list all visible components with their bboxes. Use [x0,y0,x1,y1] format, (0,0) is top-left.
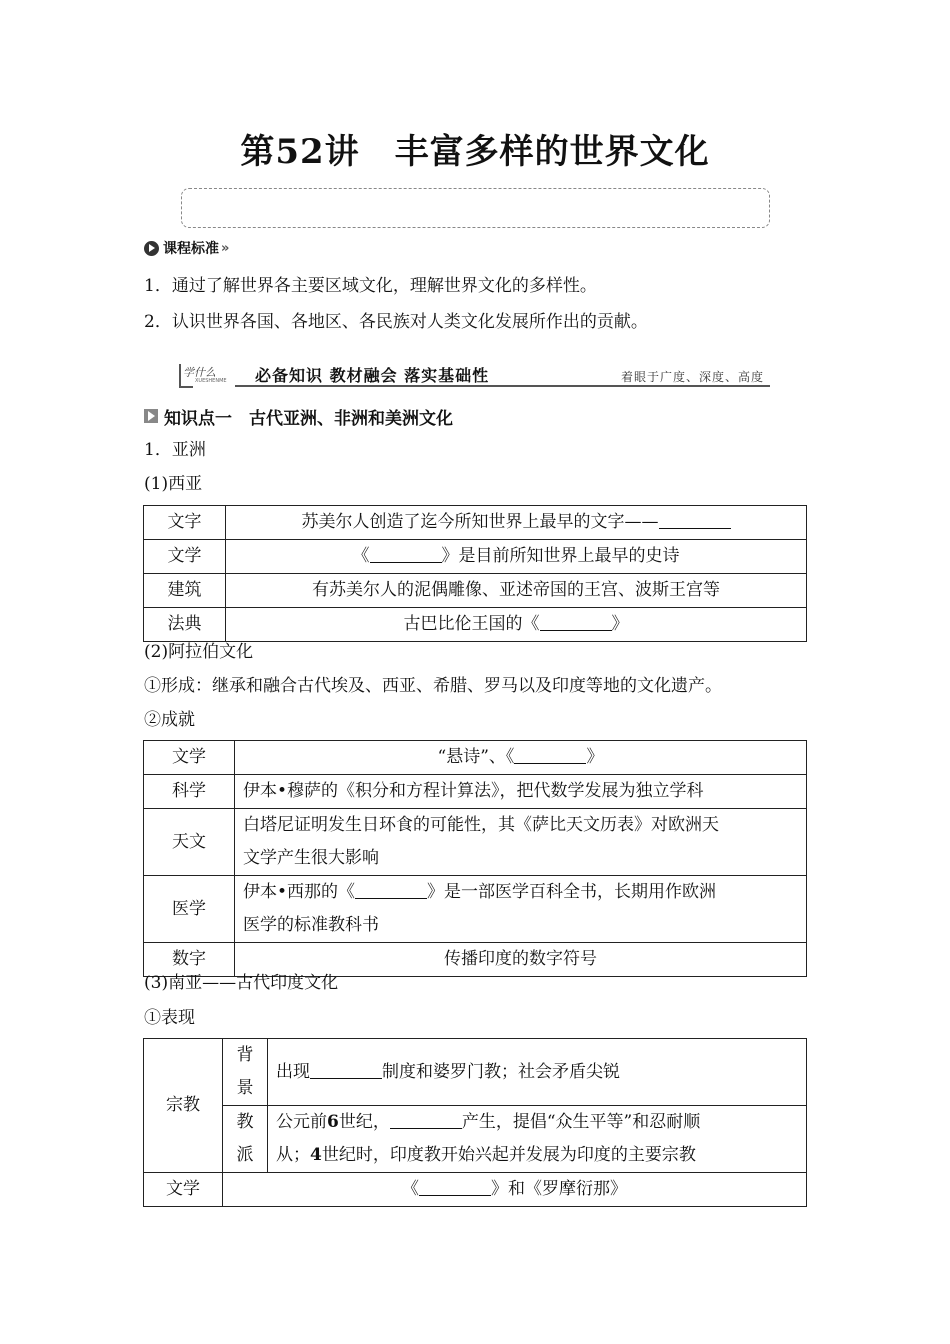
course-standard-heading [144,238,226,258]
row-key: 数字 [144,943,235,977]
south-asia-heading: (3)南亚——古代印度文化 [144,973,339,993]
course-standard-label: 课程标准 [163,241,219,257]
table-row [144,876,807,943]
knowledge-point-heading [144,404,453,428]
table-row [144,506,807,540]
banner-main-text: 必备知识 教材融会 落实基础性 [255,366,490,385]
religion-key: 宗教 [144,1039,223,1173]
row-value: “悬诗”、《 》 [235,741,807,775]
play-circle-icon [144,241,159,256]
background-key: 背 景 [223,1039,268,1106]
banner-logo [179,362,235,388]
row-value: 伊本•西那的《 》是一部医学百科全书，长期用作欧洲 医学的标准教科书 [235,876,807,943]
row-key: 法典 [144,608,226,642]
table-row [144,1173,807,1207]
row-key: 文学 [144,540,226,574]
table-row [144,809,807,876]
banner-side-text: 着眼于广度、深度、高度 [620,370,764,384]
section-banner [179,362,770,388]
table-row [144,540,807,574]
fill-blank[interactable] [310,1060,382,1079]
row-key: 文学 [144,741,235,775]
literature-value: 《 》和《罗摩衍那》 [223,1173,807,1207]
standard-item-2: 2．认识世界各国、各地区、各民族对人类文化发展所作出的贡献。 [144,312,648,332]
south-asia-sub: ①表现 [144,1008,195,1028]
fill-blank[interactable] [514,745,586,764]
row-value: 白塔尼证明发生日环食的可能性，其《萨比天文历表》对欧洲天 文学产生很大影响 [235,809,807,876]
west-asia-table [143,505,807,642]
row-key: 医学 [144,876,235,943]
fill-blank[interactable] [659,510,731,529]
fill-blank[interactable] [390,1110,462,1129]
logo-subtext: XUESHENME [195,378,227,384]
row-value: 伊本•穆萨的《积分和方程计算法》，把代数学发展为独立学科 [235,775,807,809]
row-value: 古巴比伦王国的《 》 [226,608,807,642]
table-row [144,1039,807,1106]
arab-achievements-heading: ②成就 [144,710,195,730]
knowledge-point-label: 知识点一 古代亚洲、非洲和美洲文化 [164,408,453,429]
row-key: 建筑 [144,574,226,608]
table-row [144,775,807,809]
asia-heading: 1．亚洲 [144,440,206,460]
sect-key: 教 派 [223,1106,268,1173]
south-asia-table [143,1038,807,1207]
standard-item-1: 1．通过了解世界各主要区域文化，理解世界文化的多样性。 [144,276,597,296]
row-key: 文字 [144,506,226,540]
sect-value: 公元前6世纪， 产生，提倡“众生平等”和忍耐顺 从；4世纪时，印度教开始兴起并发展为印度的主要宗教 [268,1106,807,1173]
arab-table [143,740,807,977]
play-box-icon [144,409,158,423]
row-value: 传播印度的数字符号 [235,943,807,977]
literature-key: 文学 [144,1173,223,1207]
background-value: 出现 制度和婆罗门教；社会矛盾尖锐 [268,1039,807,1106]
table-row [144,574,807,608]
fill-blank[interactable] [355,880,427,899]
logo-text: 学什么 [183,366,216,379]
table-row [144,608,807,642]
double-chevron-icon: » [221,240,227,256]
row-value: 有苏美尔人的泥偶雕像、亚述帝国的王宫、波斯王宫等 [226,574,807,608]
west-asia-heading: (1)西亚 [144,474,203,494]
fill-blank[interactable] [419,1177,491,1196]
table-row [144,741,807,775]
dashed-frame [181,188,770,228]
row-key: 科学 [144,775,235,809]
row-key: 天文 [144,809,235,876]
fill-blank[interactable] [540,612,612,631]
page-title: 第52讲 丰富多样的世界文化 [240,132,710,172]
arab-formation: ①形成：继承和融合古代埃及、西亚、希腊、罗马以及印度等地的文化遗产。 [144,676,722,696]
row-value: 《 》是目前所知世界上最早的史诗 [226,540,807,574]
row-value: 苏美尔人创造了迄今所知世界上最早的文字—— [226,506,807,540]
fill-blank[interactable] [370,544,442,563]
arab-heading: (2)阿拉伯文化 [144,642,254,662]
table-row [144,1106,807,1173]
